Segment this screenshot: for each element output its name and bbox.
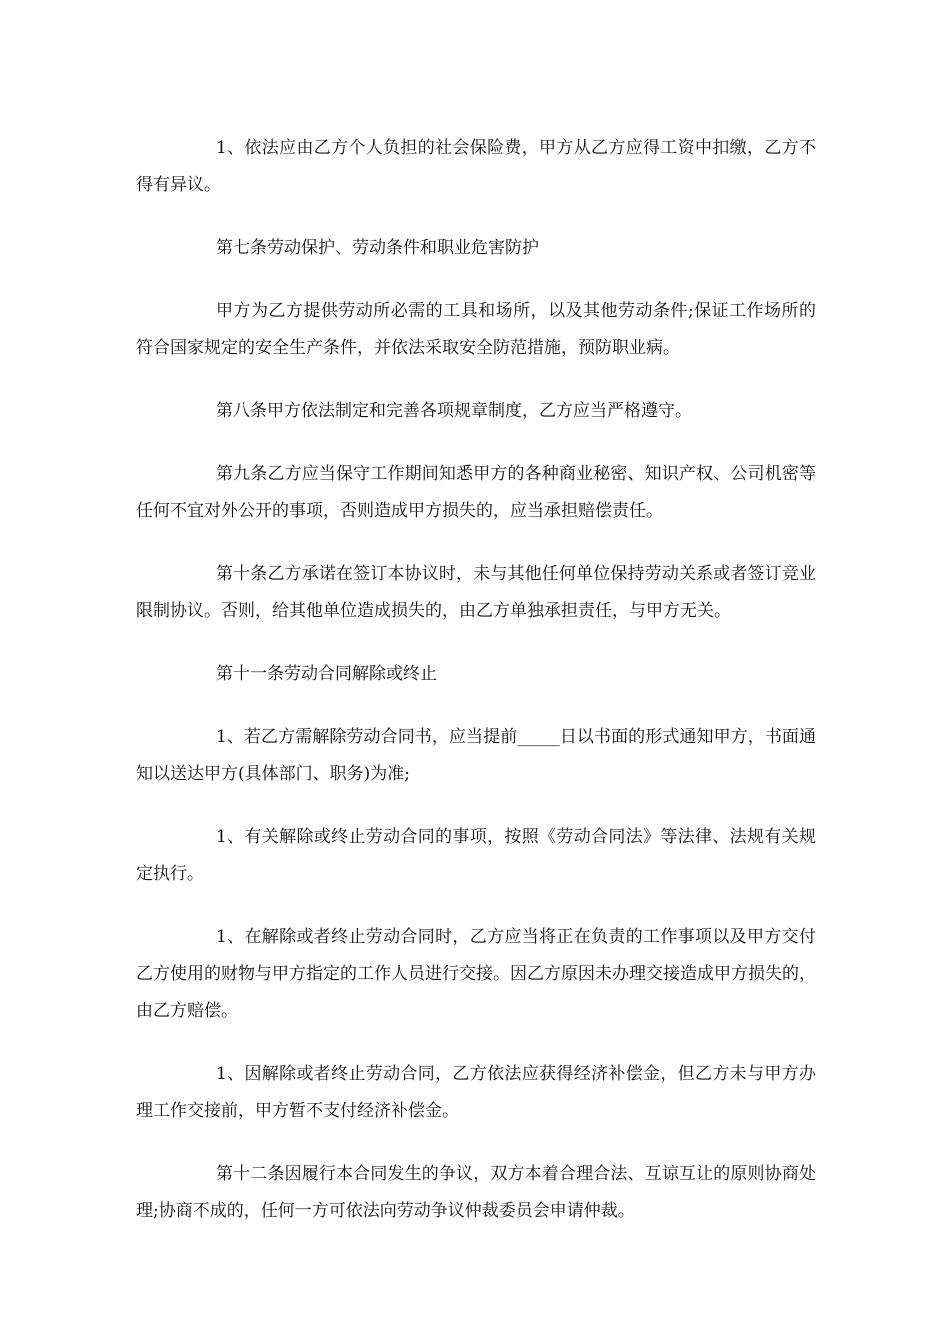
paragraph-social-insurance: 1、依法应由乙方个人负担的社会保险费，甲方从乙方应得工资中扣缴，乙方不得有异议。 bbox=[136, 138, 816, 195]
paragraph-article-12: 第十二条因履行本合同发生的争议，双方本着合理合法、互谅互让的原则协商处理;协商不成的，任何一方可依法向劳动争议仲裁委员会申请仲裁。 bbox=[136, 1164, 816, 1221]
paragraph-article-10: 第十条乙方承诺在签订本协议时，未与其他任何单位保持劳动关系或者签订竞业限制协议。否则，给其他单位造成损失的，由乙方单独承担责任，与甲方无关。 bbox=[136, 564, 816, 621]
paragraph-article-9: 第九条乙方应当保守工作期间知悉甲方的各种商业秘密、知识产权、公司机密等任何不宜对外公开的事项，否则造成甲方损失的，应当承担赔偿责任。 bbox=[136, 464, 816, 521]
paragraph-labor-conditions: 甲方为乙方提供劳动所必需的工具和场所，以及其他劳动条件;保证工作场所的符合国家规定的安全生产条件，并依法采取安全防范措施，预防职业病。 bbox=[136, 301, 816, 358]
paragraph-compensation: 1、因解除或者终止劳动合同，乙方依法应获得经济补偿金，但乙方未与甲方办理工作交接前，甲方暂不支付经济补偿金。 bbox=[136, 1064, 816, 1121]
paragraph-termination-law: 1、有关解除或终止劳动合同的事项，按照《劳动合同法》等法律、法规有关规定执行。 bbox=[136, 827, 816, 884]
heading-article-11: 第十一条劳动合同解除或终止 bbox=[216, 664, 437, 684]
heading-article-7: 第七条劳动保护、劳动条件和职业危害防护 bbox=[216, 238, 539, 258]
paragraph-article-8: 第八条甲方依法制定和完善各项规章制度，乙方应当严格遵守。 bbox=[216, 401, 692, 421]
paragraph-termination-notice: 1、若乙方需解除劳动合同书，应当提前_____日以书面的形式通知甲方，书面通知以送达甲方(具体部门、职务)为准; bbox=[136, 727, 816, 784]
paragraph-handover: 1、在解除或者终止劳动合同时，乙方应当将正在负责的工作事项以及甲方交付乙方使用的财物与甲方指定的工作人员进行交接。因乙方原因未办理交接造成甲方损失的，由乙方赔偿。 bbox=[136, 927, 816, 1021]
document-body bbox=[136, 130, 816, 1256]
